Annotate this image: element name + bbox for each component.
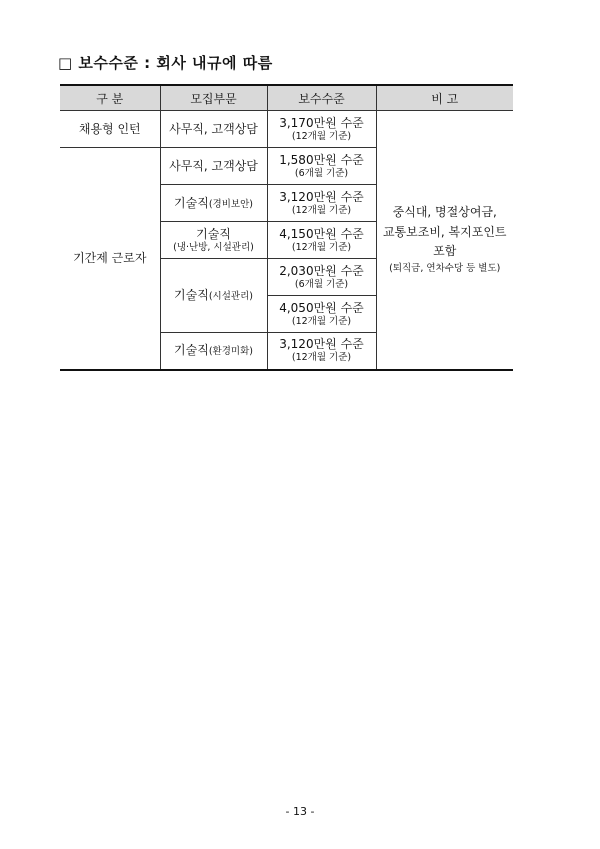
header-category: 구 분: [60, 85, 160, 111]
dept-cell: 기술직 (냉·난방, 시설관리): [160, 222, 267, 259]
dept-cell: 기술직(경비보안): [160, 185, 267, 222]
dept-cell: 기술직(환경미화): [160, 333, 267, 370]
salary-cell: 3,170만원 수준 (12개월 기준): [267, 111, 376, 148]
page-number: - 13 -: [285, 805, 315, 818]
table-row: [60, 111, 513, 148]
remarks-cell: 중식대, 명절상여금, 교통보조비, 복지포인트 포함 (퇴직금, 연차수당 등 별도): [376, 111, 513, 370]
header-salary: 보수수준: [267, 85, 376, 111]
salary-cell: 3,120만원 수준 (12개월 기준): [267, 185, 376, 222]
header-remarks: 비 고: [376, 85, 513, 111]
salary-table: [60, 84, 513, 371]
section-heading-text: 보수수준 : 회사 내규에 따름: [78, 54, 273, 72]
salary-cell: 1,580만원 수준 (6개월 기준): [267, 148, 376, 185]
checkbox-icon: □: [58, 54, 73, 72]
dept-cell: 사무직, 고객상담: [160, 148, 267, 185]
section-heading: [58, 52, 273, 73]
salary-cell: 4,150만원 수준 (12개월 기준): [267, 222, 376, 259]
category-intern: 채용형 인턴: [60, 111, 160, 148]
table-header-row: [60, 85, 513, 111]
category-contract: 기간제 근로자: [60, 148, 160, 370]
salary-cell: 3,120만원 수준 (12개월 기준): [267, 333, 376, 370]
header-department: 모집부문: [160, 85, 267, 111]
dept-cell: 사무직, 고객상담: [160, 111, 267, 148]
salary-cell: 4,050만원 수준 (12개월 기준): [267, 296, 376, 333]
dept-cell: 기술직(시설관리): [160, 259, 267, 333]
salary-cell: 2,030만원 수준 (6개월 기준): [267, 259, 376, 296]
